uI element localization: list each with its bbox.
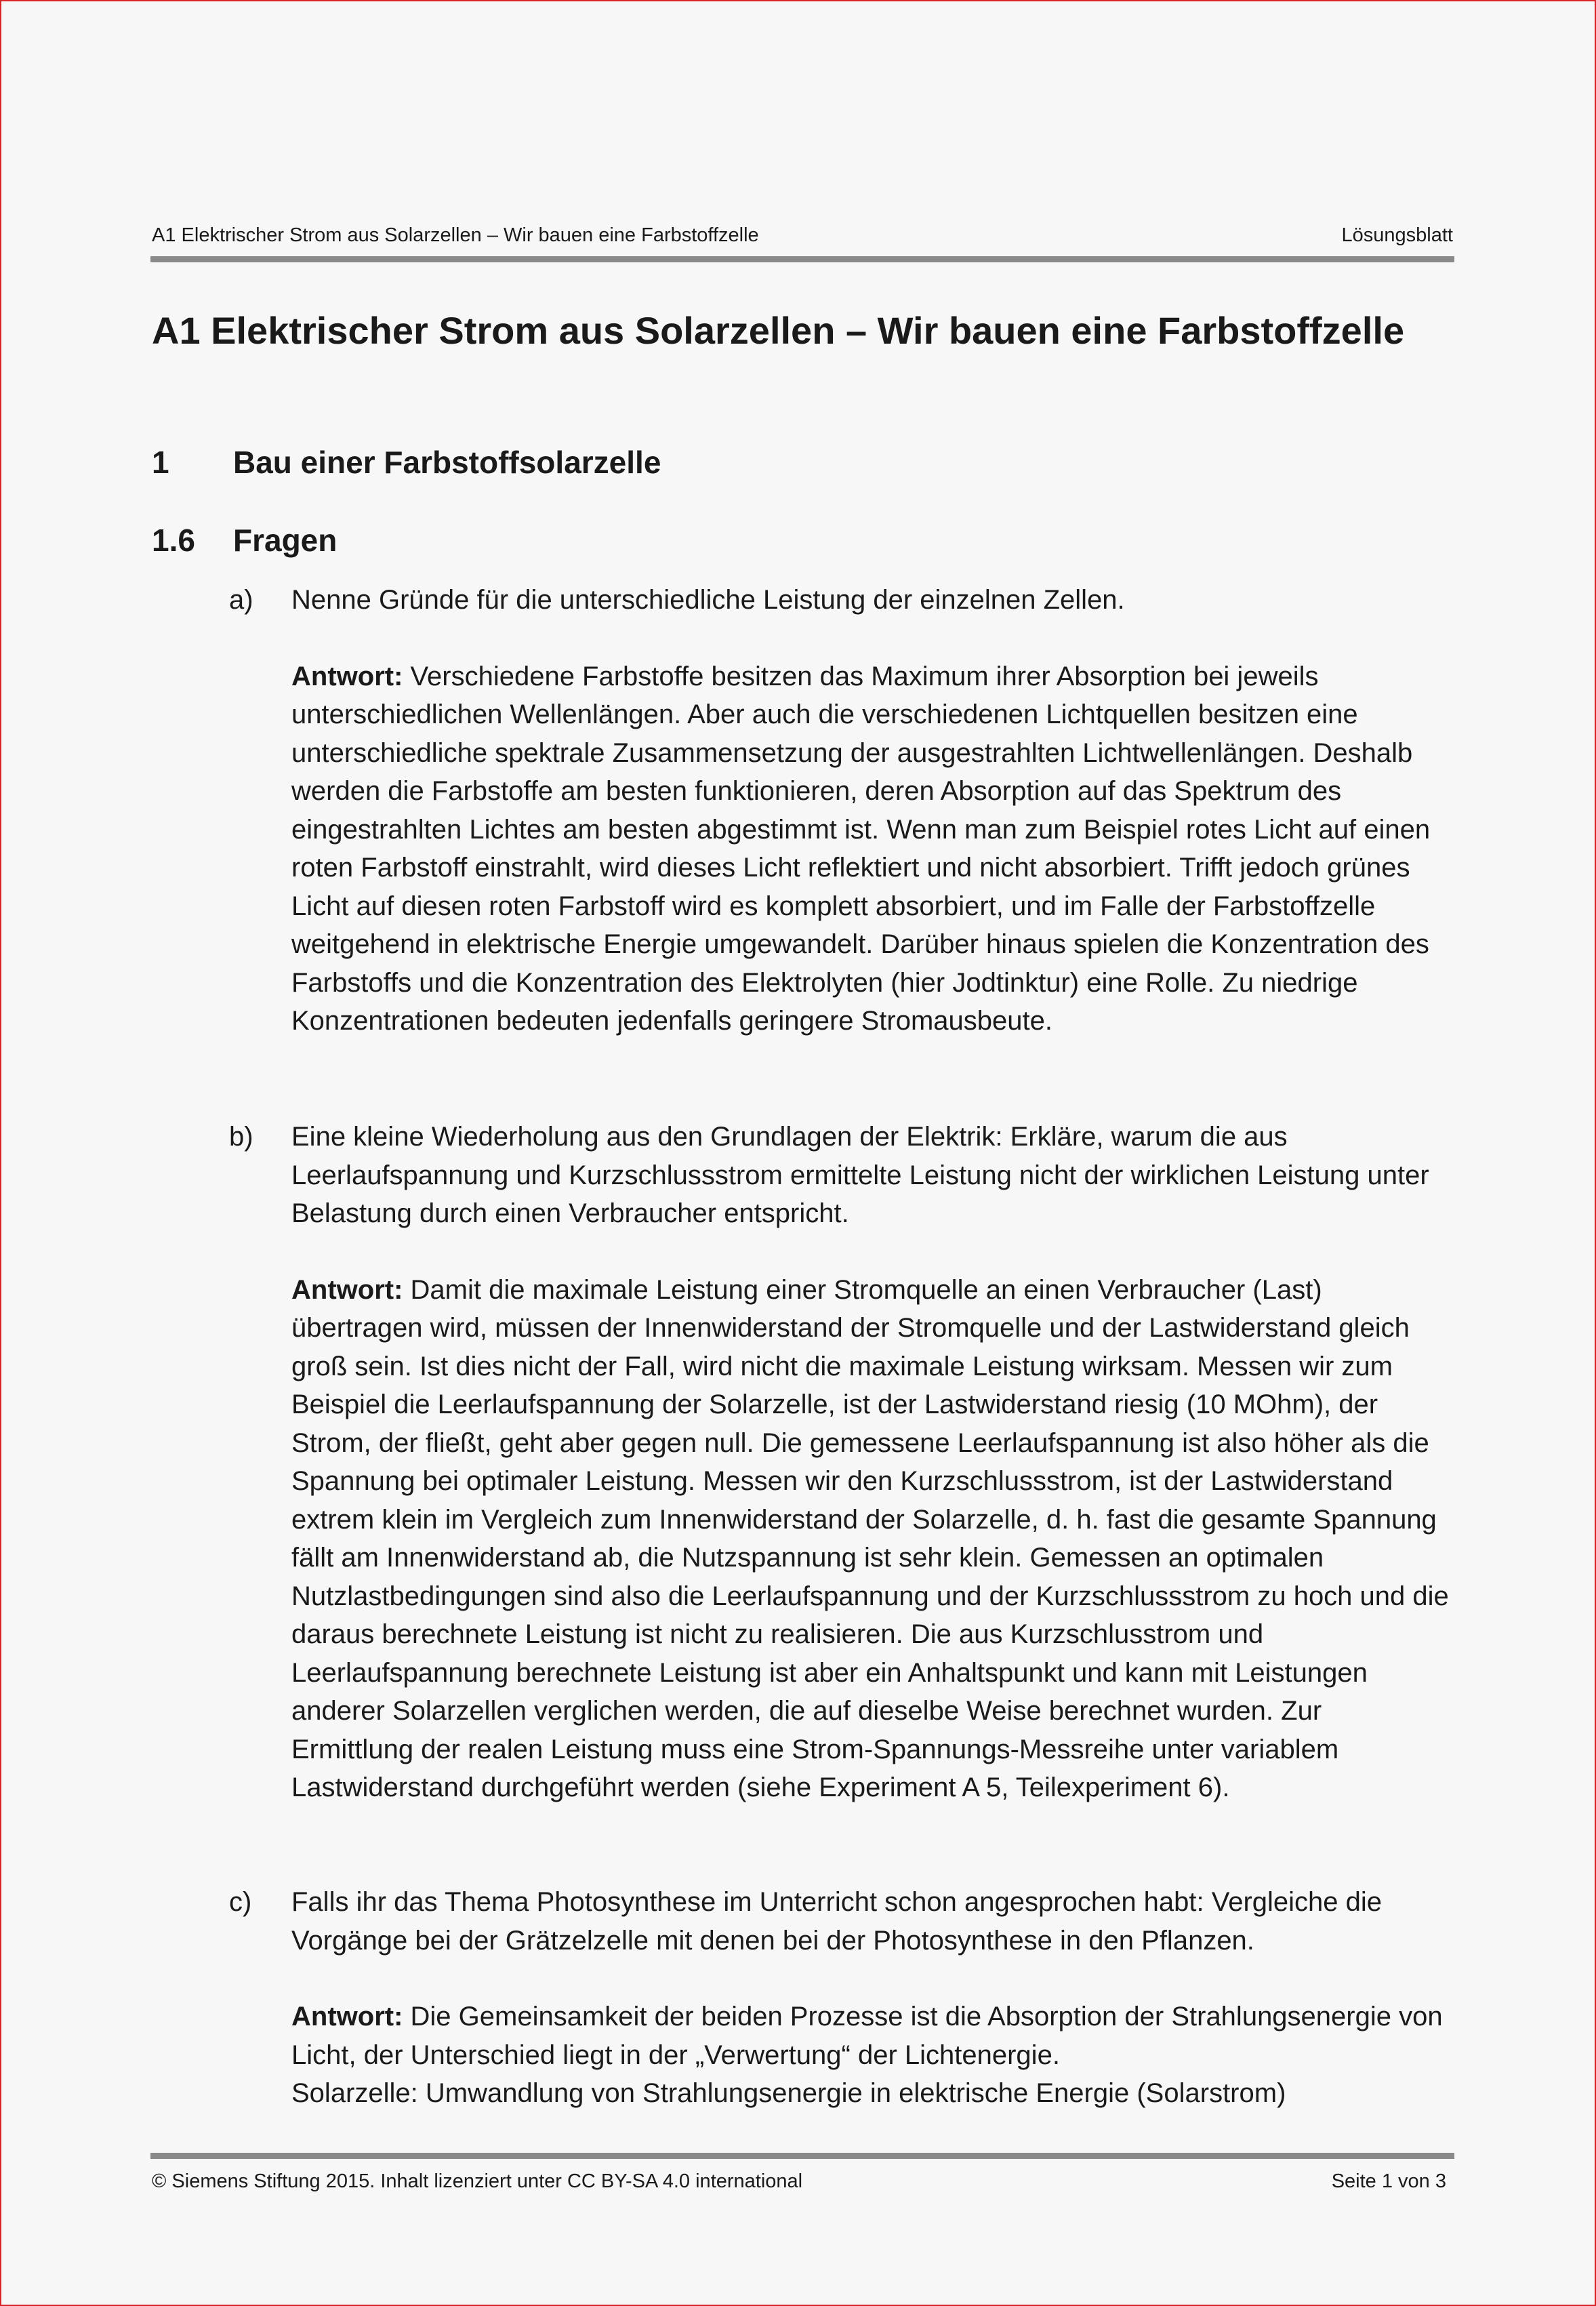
subsection-heading bbox=[152, 520, 337, 561]
section-title: Bau einer Farbstoffsolarzelle bbox=[233, 445, 661, 480]
question-label: a) bbox=[229, 585, 253, 615]
section-heading bbox=[152, 442, 661, 483]
answer-label: Antwort: bbox=[291, 1274, 403, 1305]
section-number: 1 bbox=[152, 445, 169, 480]
question-text: Falls ihr das Thema Photosynthese im Unterricht schon angesprochen habt: Vergleiche die Vorgänge bei der Grätzelzelle mit denen bei der Photosynthese in den Pflanzen. bbox=[291, 1887, 1383, 1956]
header-title: A1 Elektrischer Strom aus Solarzellen – Wir bauen eine Farbstoffzelle bbox=[152, 224, 759, 246]
answer-label: Antwort: bbox=[291, 2002, 403, 2031]
answer-label: Antwort: bbox=[291, 661, 403, 691]
question-text: Nenne Gründe für die unterschiedliche Leistung der einzelnen Zellen. bbox=[291, 585, 1125, 615]
running-header bbox=[152, 222, 1453, 249]
question-label: c) bbox=[229, 1887, 252, 1917]
question-text: Eine kleine Wiederholung aus den Grundlagen der Elektrik: Erkläre, warum die aus Leerlaufspannung und Kurzschlussstrom ermittelte Leistung nicht der wirklichen Leistung unter Belastung durch einen Verbraucher entspricht. bbox=[291, 1122, 1429, 1228]
answer-paragraph bbox=[291, 658, 1449, 1040]
header-rule bbox=[150, 256, 1454, 262]
subsection-title: Fragen bbox=[233, 523, 337, 558]
question-item bbox=[229, 1883, 1449, 2113]
question-item bbox=[229, 1118, 1449, 1807]
answer-text: Damit die maximale Leistung einer Stromquelle an einen Verbraucher (Last) übertragen wird, müssen der Innenwiderstand der Stromquelle und der Lastwiderstand gleich groß sein. Ist dies nicht der Fall, wird nicht die maximale Leistung wirksam. Messen wir zum Beispiel die Leerlaufspannung der Solarzelle, ist der Lastwiderstand riesig (10 MOhm), der Strom, der fließt, geht aber gegen null. Die gemessene Leerlaufspannung ist also höher als die Spannung bei optimaler Leistung. Messen wir den Kurzschlussstrom, ist der Lastwiderstand extrem klein im Vergleich zum Innenwiderstand der Solarzelle, d. h. fast die gesamte Spannung fällt am Innenwiderstand ab, die Nutzspannung ist sehr klein. Gemessen an optimalen Nutzlastbedingungen sind also die Leerlaufspannung und der Kurzschlussstrom zu hoch und die daraus berechnete Leistung ist nicht zu realisieren. Die aus Kurzschlusstrom und Leerlaufspannung berechnete Leistung ist aber ein Anhaltspunkt und kann mit Leistungen anderer Solarzellen verglichen werden, die auf dieselbe Weise berechnet wurden. Zur Ermittlung der realen Leistung muss eine Strom-Spannungs-Messreihe unter variablem Lastwiderstand durchgeführt werden (siehe Experiment A 5, Teilexperiment 6). bbox=[291, 1274, 1449, 1802]
subsection-number: 1.6 bbox=[152, 523, 195, 558]
answer-extra-line: Solarzelle: Umwandlung von Strahlungsenergie in elektrische Energie (Solarstrom) bbox=[291, 2078, 1286, 2108]
footer-license: © Siemens Stiftung 2015. Inhalt lizenziert unter CC BY-SA 4.0 international bbox=[152, 2170, 803, 2192]
footer-rule bbox=[150, 2153, 1454, 2159]
answer-paragraph bbox=[291, 1998, 1449, 2113]
page-title: A1 Elektrischer Strom aus Solarzellen – Wir bauen eine Farbstoffzelle bbox=[152, 309, 1405, 352]
question-item bbox=[229, 581, 1449, 1040]
page-number: Seite 1 von 3 bbox=[1331, 2170, 1446, 2192]
header-sheet-type: Lösungsblatt bbox=[1341, 224, 1453, 246]
answer-text: Verschiedene Farbstoffe besitzen das Maximum ihrer Absorption bei jeweils unterschiedlichen Wellenlängen. Aber auch die verschiedenen Lichtquellen besitzen eine unterschiedliche spektrale Zusammensetzung der ausgestrahlten Lichtwellenlängen. Deshalb werden die Farbstoffe am besten funktionieren, deren Absorption auf das Spektrum des eingestrahlten Lichtes am besten abgestimmt ist. Wenn man zum Beispiel rotes Licht auf einen roten Farbstoff einstrahlt, wird dieses Licht reflektiert und nicht absorbiert. Trifft jedoch grünes Licht auf diesen roten Farbstoff wird es komplett absorbiert, und im Falle der Farbstoffzelle weitgehend in elektrische Energie umgewandelt. Darüber hinaus spielen die Konzentration des Farbstoffs und die Konzentration des Elektrolyten (hier Jodtinktur) eine Rolle. Zu niedrige Konzentrationen bedeuten jedenfalls geringere Stromausbeute. bbox=[291, 661, 1431, 1036]
question-label: b) bbox=[229, 1122, 253, 1152]
page-footer bbox=[152, 2168, 1446, 2195]
answer-paragraph bbox=[291, 1271, 1449, 1807]
answer-text: Die Gemeinsamkeit der beiden Prozesse ist die Absorption der Strahlungsenergie von Licht, der Unterschied liegt in der „Verwertung“ der Lichtenergie. bbox=[291, 2002, 1443, 2070]
